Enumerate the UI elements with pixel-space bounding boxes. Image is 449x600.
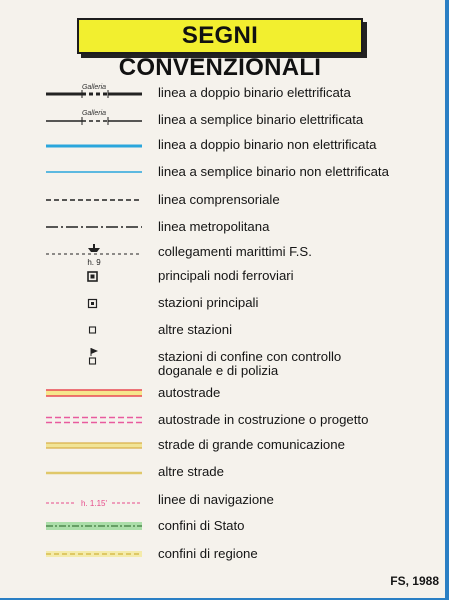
- single-electrified-symbol: [46, 109, 142, 129]
- legend-label: linea metropolitana: [158, 219, 270, 234]
- legend-label: altre stazioni: [158, 322, 233, 337]
- single-non-electrified-symbol: [46, 166, 142, 178]
- legend-label: linea a doppio binario non elettrificata: [158, 137, 377, 152]
- station-icon: [90, 358, 96, 364]
- legend-label: stazioni di confine con controllo: [158, 349, 342, 364]
- legend-label: confini di Stato: [158, 518, 245, 533]
- ship-icon: [88, 248, 100, 252]
- metropolitana-symbol: [46, 221, 142, 233]
- legend-label: autostrade: [158, 385, 221, 400]
- state-border-symbol: [46, 520, 142, 532]
- other-road-symbol: [46, 467, 142, 479]
- comprensoriale-symbol: [46, 194, 142, 206]
- navigation-symbol: [46, 491, 142, 511]
- motorway-planned-symbol: [46, 414, 142, 426]
- frequency-label: h. 9: [87, 258, 101, 267]
- legend-label: confini di regione: [158, 546, 258, 561]
- other-station-icon: [90, 327, 96, 333]
- legend-title: SEGNI CONVENZIONALI: [118, 22, 322, 81]
- legend-label: autostrade in costruzione o progetto: [158, 412, 369, 427]
- tunnel-label: Galleria: [81, 110, 107, 117]
- flag-icon: [91, 348, 98, 354]
- legend-label: strade di grande comunicazione: [158, 437, 345, 452]
- legend-label: altre strade: [158, 464, 224, 479]
- maritime-symbol: [46, 243, 142, 267]
- tunnel-label: Galleria: [81, 84, 107, 91]
- legend-label: linea a semplice binario non elettrificata: [158, 164, 389, 179]
- legend-label: linea a doppio binario elettrificata: [158, 85, 351, 100]
- legend-title-box: [77, 18, 363, 81]
- credit-label: FS, 1988: [390, 574, 439, 588]
- border-station-symbol: [46, 347, 142, 367]
- legend-label: principali nodi ferroviari: [158, 268, 294, 283]
- legend-label: linea comprensoriale: [158, 192, 280, 207]
- navigation-time-label: h. 1.15': [81, 499, 107, 508]
- legend-label-line2: doganale e di polizia: [158, 363, 279, 378]
- main-road-symbol: [46, 440, 142, 452]
- main-station-symbol: [46, 296, 142, 310]
- legend-label: stazioni principali: [158, 295, 259, 310]
- motorway-symbol: [46, 387, 142, 399]
- region-border-symbol: [46, 548, 142, 560]
- double-electrified-symbol: [46, 83, 142, 103]
- legend-label: collegamenti marittimi F.S.: [158, 244, 312, 259]
- double-non-electrified-symbol: [46, 140, 142, 152]
- legend-label: linee di navigazione: [158, 492, 274, 507]
- main-node-symbol: [46, 269, 142, 283]
- other-station-symbol: [46, 323, 142, 337]
- legend-label: linea a semplice binario elettrificata: [158, 112, 364, 127]
